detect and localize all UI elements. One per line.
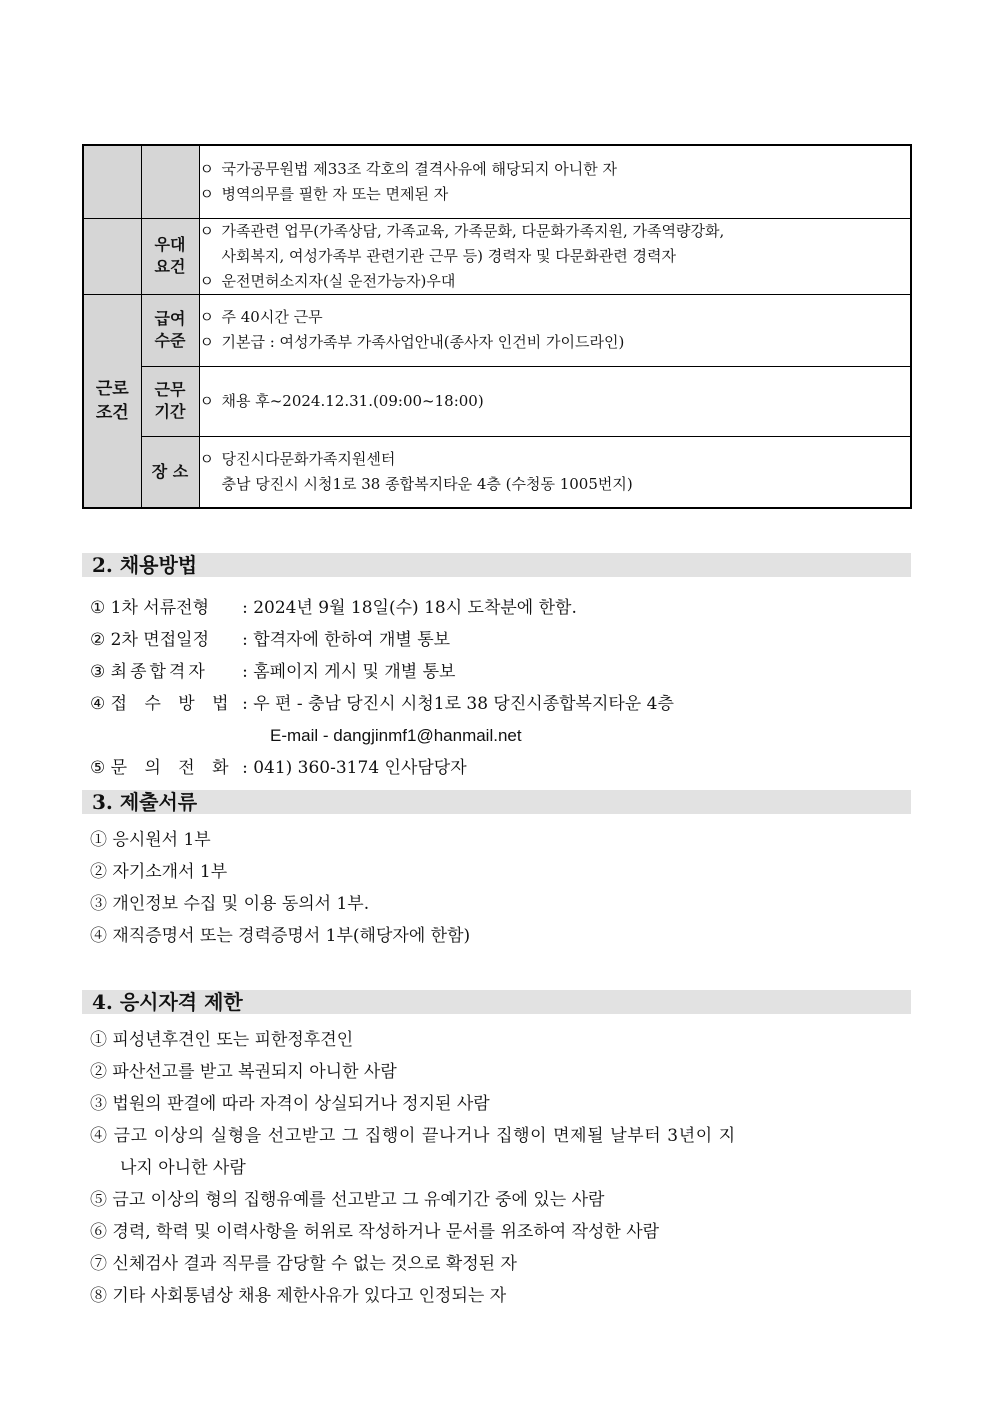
- list-item: ① 피성년후견인 또는 피한정후견인: [90, 1030, 354, 1050]
- list-item: ① 응시원서 1부: [90, 830, 211, 850]
- list-item: ① 1차 서류전형 : 2024년 9월 18일(수) 18시 도착분에 한함.: [90, 598, 577, 618]
- subcategory-cell-empty: [141, 145, 199, 218]
- list-item: ㅇ 운전면허소지자(실 운전가능자)우대: [200, 269, 911, 294]
- list-item: ⑧ 기타 사회통념상 채용 제한사유가 있다고 인정되는 자: [90, 1286, 507, 1306]
- list-item: ⑤ 문 의 전 화 : 041) 360-3174 인사담당자: [90, 758, 467, 778]
- list-item: ④ 접 수 방 법 : 우 편 - 충남 당진시 시청1로 38 당진시종합복지타운 4층: [90, 694, 674, 714]
- list-item: ④ 금고 이상의 실형을 선고받고 그 집행이 끝나거나 집행이 면제될 날부터 3년이 지: [90, 1126, 736, 1146]
- table-row: [83, 294, 911, 366]
- requirements-table: [82, 144, 912, 509]
- bullet-icon: ㅇ: [199, 221, 214, 240]
- salary-cell: [199, 294, 911, 366]
- period-cell: [199, 366, 911, 436]
- list-item: ㅇ 병역의무를 필한 자 또는 면제된 자: [200, 182, 911, 207]
- location-label: 장 소: [141, 436, 199, 508]
- bullet-icon: ㅇ: [199, 184, 214, 203]
- bullet-icon: ㅇ: [199, 333, 214, 351]
- list-item: ㅇ 기본급 : 여성가족부 가족사업안내(종사자 인건비 가이드라인): [200, 330, 911, 355]
- list-item: ㅇ 주 40시간 근무: [200, 305, 911, 330]
- preference-cell: [199, 218, 911, 294]
- list-item: ② 파산선고를 받고 복권되지 아니한 사람: [90, 1062, 397, 1082]
- list-item: ㅇ 채용 후~2024.12.31.(09:00~18:00): [200, 389, 911, 414]
- location-cell: [199, 436, 911, 508]
- list-item: ⑥ 경력, 학력 및 이력사항을 허위로 작성하거나 문서를 위조하여 작성한 사람: [90, 1222, 660, 1242]
- list-item: ㅇ 국가공무원법 제33조 각호의 결격사유에 해당되지 아니한 자: [200, 157, 911, 182]
- bullet-icon: ㅇ: [199, 308, 214, 326]
- list-item: ④ 재직증명서 또는 경력증명서 1부(해당자에 한함): [90, 926, 471, 946]
- list-item: ③ 최종합격자 : 홈페이지 게시 및 개별 통보: [90, 662, 456, 682]
- preference-label: 우대 요건: [141, 218, 199, 294]
- table-row: [83, 436, 911, 508]
- list-item: ⑦ 신체검사 결과 직무를 감당할 수 없는 것으로 확정된 자: [90, 1254, 517, 1274]
- period-label: 근무 기간: [141, 366, 199, 436]
- table-row: [83, 145, 911, 218]
- list-item: ㅇ 가족관련 업무(가족상담, 가족교육, 가족문화, 다문화가족지원, 가족역량강화, 사회복지, 여성가족부 관련기관 근무 등) 경력자 및 다문화관련 경력자: [200, 219, 911, 269]
- bullet-icon: ㅇ: [199, 271, 214, 290]
- table-row: [83, 366, 911, 436]
- list-item: ⑤ 금고 이상의 형의 집행유예를 선고받고 그 유예기간 중에 있는 사람: [90, 1190, 605, 1210]
- list-item: ㅇ 당진시다문화가족지원센터 충남 당진시 시청1로 38 종합복지타운 4층 (수청동 1005번지): [200, 447, 911, 497]
- category-cell-empty: [83, 218, 141, 294]
- work-conditions-label: 근로 조건: [83, 294, 141, 508]
- bullet-icon: ㅇ: [199, 391, 214, 410]
- section-3-title: 3. 제출서류: [82, 790, 911, 814]
- list-item: ③ 법원의 판결에 따라 자격이 상실되거나 정지된 사람: [90, 1094, 490, 1114]
- list-item: ② 2차 면접일정 : 합격자에 한하여 개별 통보: [90, 630, 451, 650]
- list-item: ③ 개인정보 수집 및 이용 동의서 1부.: [90, 894, 370, 914]
- table-row: [83, 218, 911, 294]
- category-cell-empty: [83, 145, 141, 218]
- section-4-title: 4. 응시자격 제한: [82, 990, 911, 1014]
- list-item-continuation: 나지 아니한 사람: [120, 1158, 246, 1178]
- bullet-icon: ㅇ: [199, 449, 214, 468]
- salary-label: 급여 수준: [141, 294, 199, 366]
- email-line: E-mail - dangjinmf1@hanmail.net: [270, 726, 522, 745]
- list-item: ② 자기소개서 1부: [90, 862, 228, 882]
- bullet-icon: ㅇ: [199, 159, 214, 178]
- eligibility-cell: [199, 145, 911, 218]
- section-2-title: 2. 채용방법: [82, 553, 911, 577]
